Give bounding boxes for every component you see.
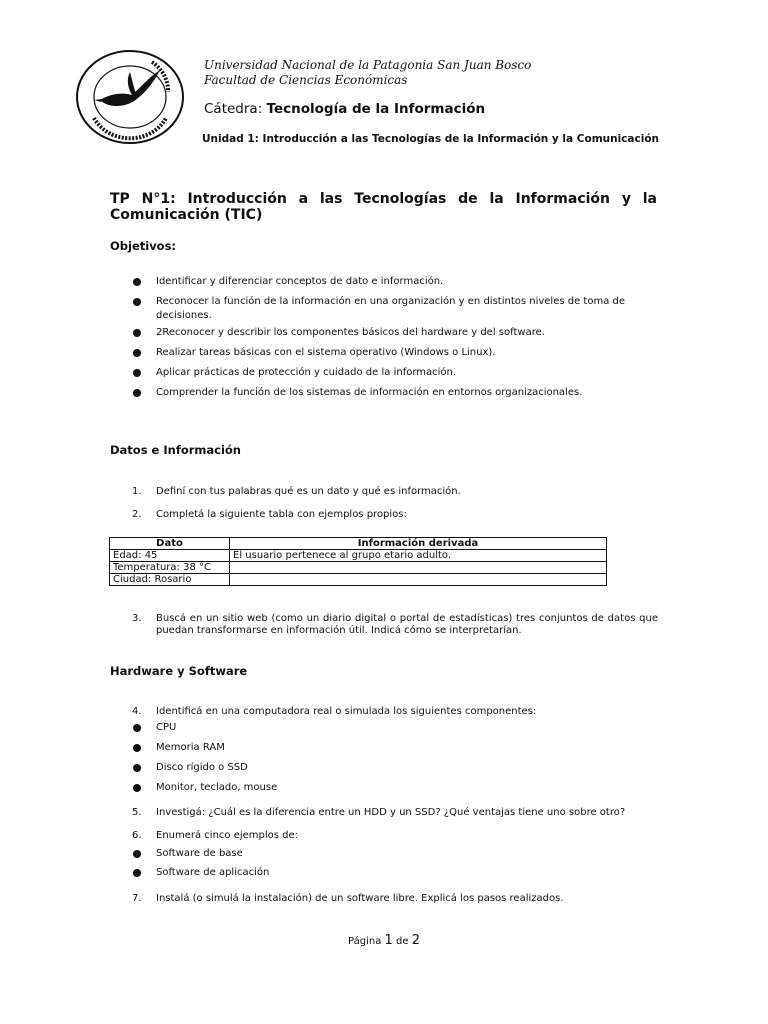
bullet-icon	[133, 744, 141, 752]
unit-title: Unidad 1: Introducción a las Tecnologías de la Información y la Comunicación	[202, 133, 660, 145]
university-name: Universidad Nacional de la Patagonia San Juan Bosco	[204, 58, 532, 72]
objectives-heading: Objetivos:	[110, 239, 177, 253]
catedra-name: Tecnología de la Información	[266, 101, 486, 117]
table-cell: Temperatura: 38 °C	[110, 562, 230, 574]
bullet-icon	[133, 349, 141, 357]
table-row	[110, 562, 607, 574]
page-total: 2	[411, 933, 420, 948]
hardware-heading: Hardware y Software	[110, 664, 248, 678]
page-number: 1	[384, 933, 393, 948]
table-cell: Edad: 45	[110, 550, 230, 562]
table-cell: El usuario pertenece al grupo etario adulto.	[230, 550, 607, 562]
list-item: Identificar y diferenciar conceptos de dato e información.	[110, 275, 658, 289]
table-cell	[230, 574, 607, 586]
bullet-icon	[133, 389, 141, 397]
faculty-name: Facultad de Ciencias Económicas	[204, 73, 408, 87]
column-header-dato: Dato	[110, 538, 230, 550]
bullet-icon	[133, 764, 141, 772]
objectives-list	[110, 275, 658, 400]
list-item: Reconocer la función de la información en una organización y en distintos niveles de toma de decisiones.	[110, 295, 658, 323]
list-item: 2Reconocer y describir los componentes básicos del hardware y del software.	[110, 326, 658, 340]
table-row	[110, 574, 607, 586]
bullet-icon	[133, 278, 141, 286]
university-name-block	[204, 58, 531, 88]
catedra-line	[204, 101, 485, 117]
list-item: Comprender la función de los sistemas de información en entornos organizacionales.	[110, 386, 658, 400]
bullet-icon	[133, 784, 141, 792]
table-row	[110, 550, 607, 562]
list-item: Aplicar prácticas de protección y cuidado de la información.	[110, 366, 658, 380]
university-seal-logo	[74, 48, 186, 146]
bullet-icon	[133, 298, 141, 306]
table-cell	[230, 562, 607, 574]
document-title: TP N°1: Introducción a las Tecnologías de la Información y la Comunicación (TIC)	[110, 191, 657, 223]
list-item: Realizar tareas básicas con el sistema operativo (Windows o Linux).	[110, 346, 658, 360]
datos-heading: Datos e Información	[110, 443, 241, 457]
bullet-icon	[133, 369, 141, 377]
table-cell: Ciudad: Rosario	[110, 574, 230, 586]
bullet-icon	[133, 869, 141, 877]
bullet-icon	[133, 724, 141, 732]
page-label: Página	[348, 936, 382, 947]
page-of: de	[396, 936, 409, 947]
catedra-label: Cátedra:	[204, 101, 263, 117]
table-header-row	[110, 538, 607, 550]
column-header-informacion: Información derivada	[230, 538, 607, 550]
data-information-table	[109, 537, 607, 586]
document-page: Universidad Nacional de la Patagonia San Juan Bosco Facultad de Ciencias Económicas Cátedra: Tecnología de la Información Unidad 1: Introducción a las Tecnologías de la Información y la Comunicación TP N°1: Introducción a las Tecnologías de la Información y la Comunicación (TIC) Objetivos: Identificar y diferenciar conceptos de dato e información. Reconocer la función de la información en una organización y en distintos niveles de toma de decisiones. 2Reconocer y describir los componentes básicos del hardware y del software. Realizar tareas básicas con el sistema operativo (Windows o Linux). Aplicar prácticas de protección y cuidado de la información. Comprender la función de los sistemas de información en entornos organizacionales. Datos e Información 1. Definí con tus palabras qué es un dato y qué es información. 2. Completá la siguiente tabla con ejemplos propios: Dato Información derivada Edad: 45 El usuario pertenece al grupo etario adulto. Temperatura: 38 °C Ciudad: Rosario 3. Buscá en un sitio web (como un diario digital o portal de estadísticas) tres conjuntos de datos que puedan transformarse en información útil. Indicá cómo se interpretarían. Hardware y Software 4. Identificá en una computadora real o simulada los siguientes componentes: CPU Memoria RAM Disco rígido o SSD Monitor, teclado, mouse 5. Investigá: ¿Cuál es la diferencia entre un HDD y un SSD? ¿Qué ventajas tiene uno sobre otro? 6. Enumerá cinco ejemplos de: Software de base Software de aplicación 7. Instalá (o simulá la instalación) de un software libre. Explicá los pasos realizados. Página 1 de 2	[0, 0, 768, 1024]
page-footer	[0, 933, 768, 948]
bullet-icon	[133, 850, 141, 858]
bullet-icon	[133, 329, 141, 337]
